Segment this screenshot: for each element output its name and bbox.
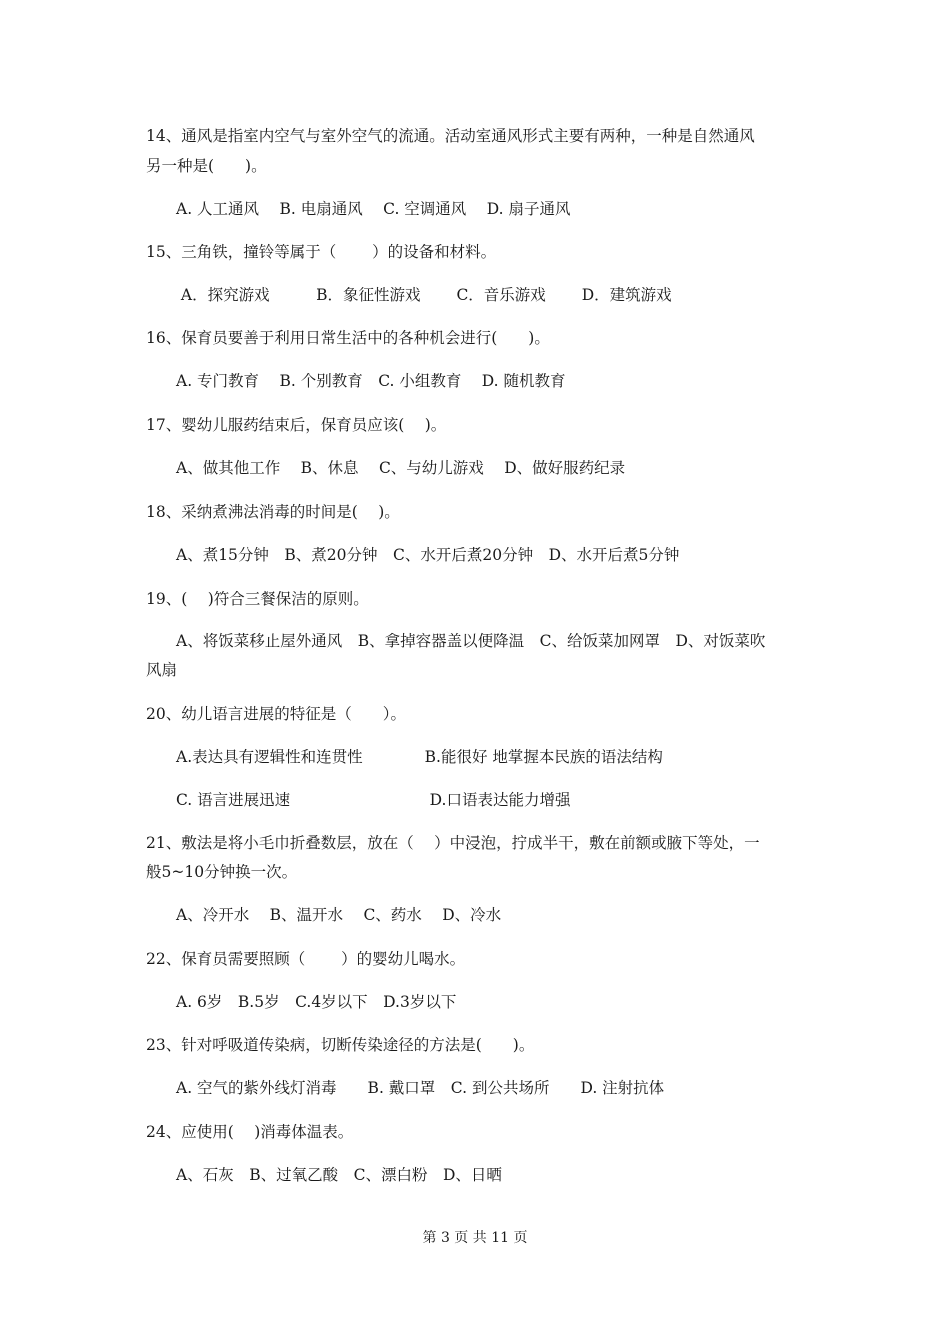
q19-line-1: 19、( )符合三餐保洁的原则。 bbox=[146, 590, 369, 608]
q19-options-continuation: 风扇 bbox=[146, 661, 178, 679]
page-footer: 第 3 页 共 11 页 bbox=[422, 1230, 528, 1246]
q19-options: A、将饭菜移止屋外通风 B、拿掉容器盖以便降温 C、给饭菜加网罩 D、对饭菜吹 bbox=[176, 632, 766, 650]
q23-line-1: 23、针对呼吸道传染病，切断传染途径的方法是( )。 bbox=[146, 1036, 535, 1054]
q14-line-1: 14、通风是指室内空气与室外空气的流通。活动室通风形式主要有两种，一种是自然通风 bbox=[146, 127, 755, 145]
q24-options: A、石灰 B、过氧乙酸 C、漂白粉 D、日晒 bbox=[176, 1166, 502, 1184]
q17-options: A、做其他工作 B、休息 C、与幼儿游戏 D、做好服药纪录 bbox=[176, 459, 626, 477]
q20-line-1: 20、幼儿语言进展的特征是（ ）。 bbox=[146, 705, 406, 723]
q17-line-1: 17、婴幼儿服药结束后，保育员应该( )。 bbox=[146, 416, 447, 434]
q20-options-row-1: A.表达具有逻辑性和连贯性 B.能很好 地掌握本民族的语法结构 bbox=[176, 748, 663, 766]
q16-options: A. 专门教育 B. 个别教育 C. 小组教育 D. 随机教育 bbox=[176, 372, 566, 390]
q18-options: A、煮15分钟 B、煮20分钟 C、水开后煮20分钟 D、水开后煮5分钟 bbox=[176, 546, 680, 564]
q21-line-2: 般5~10分钟换一次。 bbox=[146, 863, 298, 881]
q14-options: A. 人工通风 B. 电扇通风 C. 空调通风 D. 扇子通风 bbox=[176, 200, 571, 218]
q22-options: A. 6岁 B.5岁 C.4岁以下 D.3岁以下 bbox=[176, 993, 457, 1011]
q18-line-1: 18、采纳煮沸法消毒的时间是( )。 bbox=[146, 503, 400, 521]
q22-line-1: 22、保育员需要照顾（ ）的婴幼儿喝水。 bbox=[146, 950, 466, 968]
q23-options: A. 空气的紫外线灯消毒 B. 戴口罩 C. 到公共场所 D. 注射抗体 bbox=[176, 1079, 665, 1097]
q20-options-row-2: C. 语言进展迅速 D.口语表达能力增强 bbox=[176, 791, 571, 809]
q15-line-1: 15、三角铁，撞铃等属于（ ）的设备和材料。 bbox=[146, 243, 497, 261]
q21-options: A、冷开水 B、温开水 C、药水 D、冷水 bbox=[176, 906, 502, 924]
q16-line-1: 16、保育员要善于利用日常生活中的各种机会进行( )。 bbox=[146, 329, 550, 347]
q24-line-1: 24、应使用( )消毒体温表。 bbox=[146, 1123, 354, 1141]
q15-options: A．探究游戏 B．象征性游戏 C．音乐游戏 D．建筑游戏 bbox=[176, 286, 672, 304]
q21-line-1: 21、敷法是将小毛巾折叠数层，放在（ ）中浸泡，拧成半干，敷在前额或腋下等处，一 bbox=[146, 834, 760, 852]
q14-line-2: 另一种是( )。 bbox=[146, 157, 267, 175]
